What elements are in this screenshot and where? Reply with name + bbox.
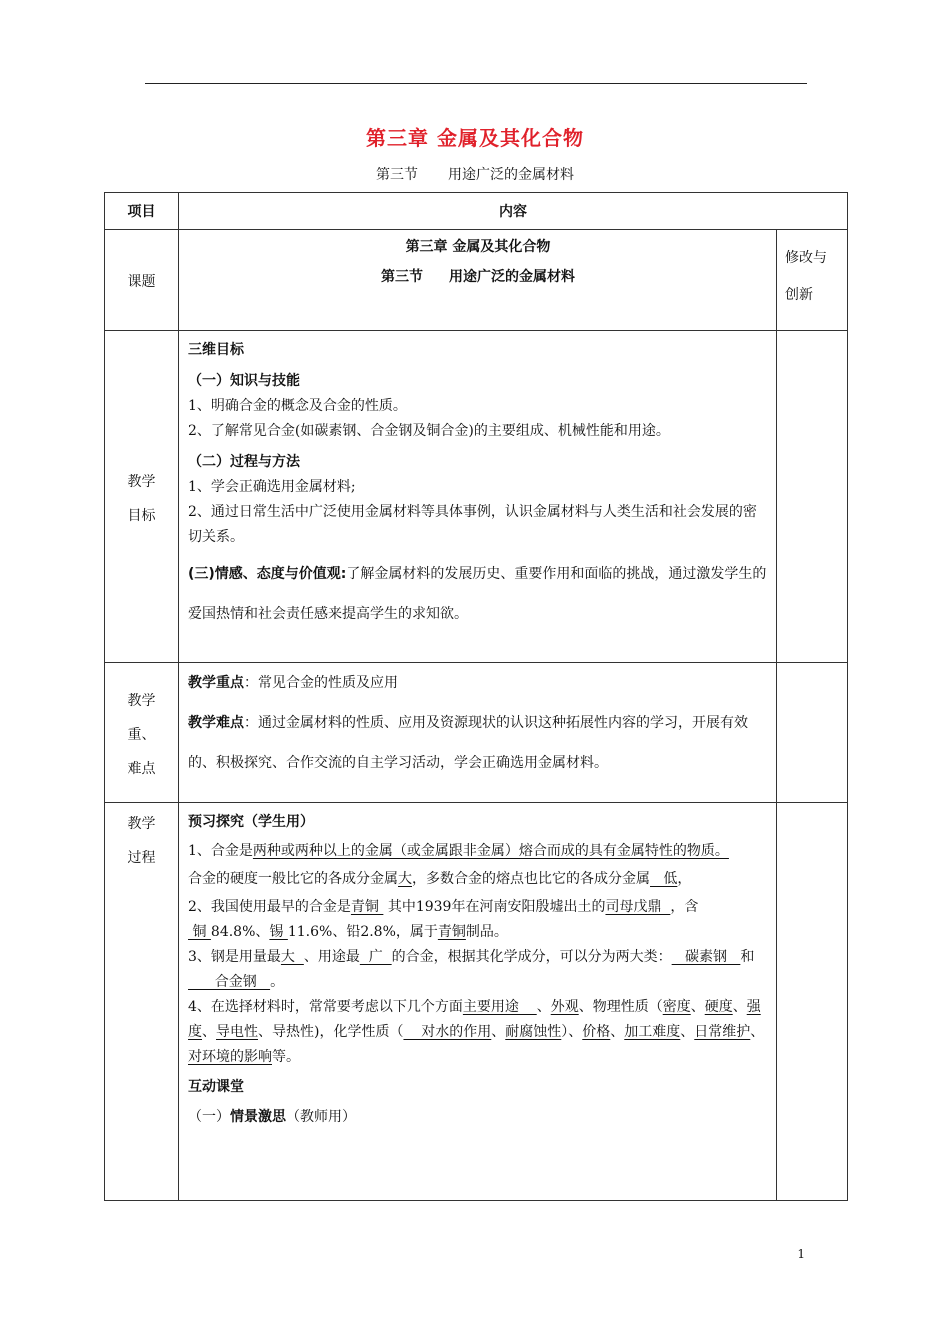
process-item: 1、学会正确选用金属材料; xyxy=(188,479,356,495)
process-heading: （二）过程与方法 xyxy=(188,454,300,470)
document-subtitle: 第三节 用途广泛的金属材料 xyxy=(376,167,574,183)
revision-cell xyxy=(777,331,848,663)
topic-content xyxy=(179,230,777,331)
revision-cell xyxy=(777,803,848,1201)
preview-question-1: 1、合金是两种或两种以上的金属（或金属跟非金属）熔合而成的具有金属特性的物质。 xyxy=(188,843,729,859)
preview-question-1b: 合金的硬度一般比它的各成分金属大，多数合金的熔点也比它的各成分金属 低， xyxy=(188,871,692,887)
table-header-row xyxy=(105,193,848,230)
lesson-plan-table xyxy=(104,192,848,1201)
process-item: 2、通过日常生活中广泛使用金属材料等具体事例，认识金属材料与人类生活和社会发展的密切关系。 xyxy=(188,504,757,545)
header-item: 项目 xyxy=(105,193,179,230)
difficult-point: 教学难点：通过金属材料的性质、应用及资源现状的认识这种拓展性内容的学习，开展有效的、积极探究、合作交流的自主学习活动，学会正确选用金属材料。 xyxy=(188,715,748,771)
document-title: 第三章 金属及其化合物 xyxy=(366,126,584,150)
process-label: 教学 过程 xyxy=(105,803,179,1201)
values-paragraph: (三)情感、态度与价值观:了解金属材料的发展历史、重要作用和面临的挑战，通过激发学生的爱国热情和社会责任感来提高学生的求知欲。 xyxy=(188,566,767,622)
scene-heading: （一）情景激思（教师用） xyxy=(188,1109,356,1125)
process-content xyxy=(179,803,777,1201)
revision-cell xyxy=(777,663,848,803)
topic-label: 课题 xyxy=(105,230,179,331)
topic-row xyxy=(105,230,848,331)
goals-content xyxy=(179,331,777,663)
preview-question-4: 4、在选择材料时，常常要考虑以下几个方面主要用途 、外观、物理性质（密度、硬度、强度、导电性、导热性)，化学性质（ 对水的作用、耐腐蚀性）、价格、加工难度、日常维护、对环境的影响等。 xyxy=(188,999,765,1065)
key-point: 教学重点：常见合金的性质及应用 xyxy=(188,675,398,691)
header-content: 内容 xyxy=(179,193,848,230)
goals-row xyxy=(105,331,848,663)
focus-row xyxy=(105,663,848,803)
knowledge-heading: （一）知识与技能 xyxy=(188,373,300,389)
revision-column-header: 修改与 创新 xyxy=(777,230,848,331)
preview-heading: 预习探究（学生用） xyxy=(188,814,314,830)
preview-question-3: 3、钢是用量最大 、用途最 广 的合金，根据其化学成分，可以分为两大类： 碳素钢 和 合金钢 。 xyxy=(188,949,755,990)
goals-label: 教学 目标 xyxy=(105,331,179,663)
header-rule xyxy=(145,83,807,84)
page-number: 1 xyxy=(797,1247,805,1261)
preview-question-2: 2、我国使用最早的合金是青铜 其中1939年在河南安阳殷墟出土的司母戊鼎 ，含 铜 84.8%、锡 11.6%、铅2.8%，属于青铜制品。 xyxy=(188,899,699,940)
goals-heading: 三维目标 xyxy=(188,342,244,358)
interactive-class-heading: 互动课堂 xyxy=(188,1079,244,1095)
knowledge-item: 2、了解常见合金(如碳素钢、合金钢及铜合金)的主要组成、机械性能和用途。 xyxy=(188,423,670,439)
process-row xyxy=(105,803,848,1201)
topic-section: 第三节 用途广泛的金属材料 xyxy=(381,269,575,285)
topic-chapter: 第三章 金属及其化合物 xyxy=(405,239,551,255)
focus-label: 教学 重、 难点 xyxy=(105,663,179,803)
focus-content xyxy=(179,663,777,803)
knowledge-item: 1、明确合金的概念及合金的性质。 xyxy=(188,398,407,414)
